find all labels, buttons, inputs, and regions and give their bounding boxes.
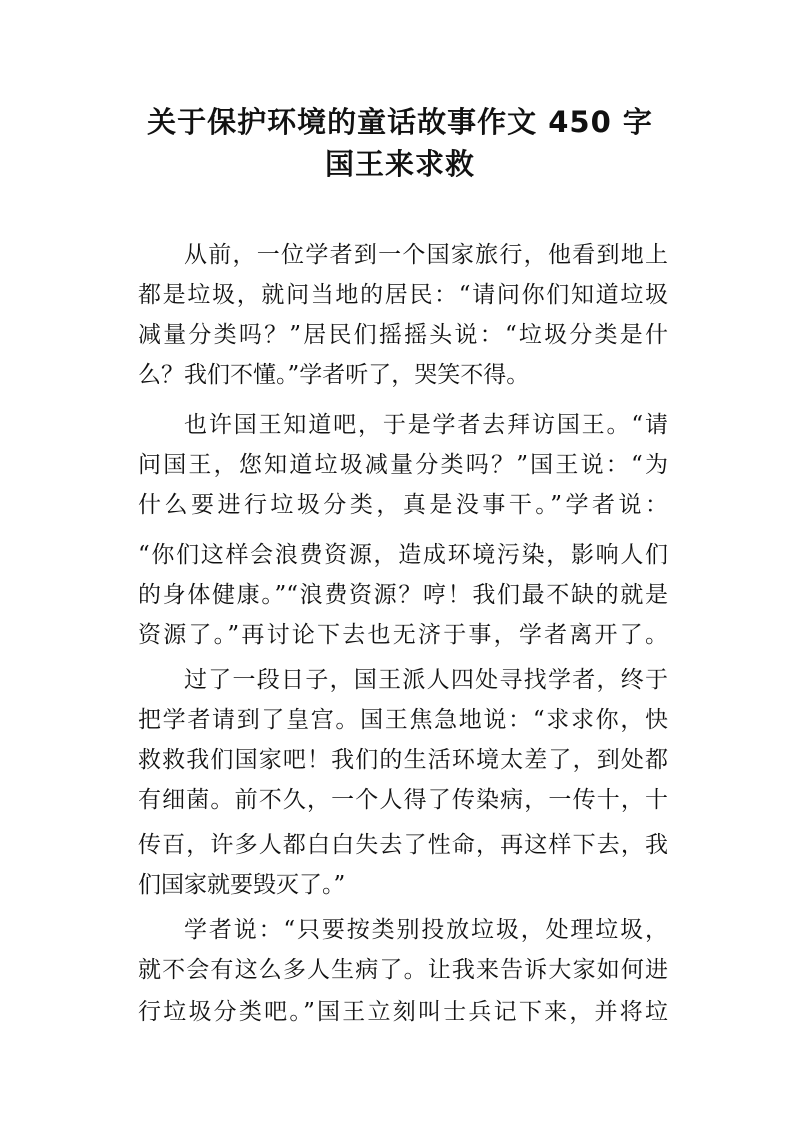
paragraph-line: “你们这样会浪费资源，造成环境污染，影响人们 bbox=[138, 542, 668, 568]
document-title: 关于保护环境的童话故事作文 450 字 bbox=[147, 105, 653, 139]
paragraph-line: 传百，许多人都白白失去了性命，再这样下去，我 bbox=[138, 832, 668, 858]
paragraph-line: 也许国王知道吧，于是学者去拜访国王。“请 bbox=[184, 412, 668, 438]
paragraph-line: 的身体健康。”“浪费资源？哼！我们最不缺的就是 bbox=[138, 582, 668, 608]
paragraph-line: 从前，一位学者到一个国家旅行，他看到地上 bbox=[184, 242, 668, 268]
paragraph-line: 救救我们国家吧！我们的生活环境太差了，到处都 bbox=[138, 747, 668, 773]
paragraph-line: 行垃圾分类吧。”国王立刻叫士兵记下来，并将垃 bbox=[138, 999, 668, 1025]
paragraph-line: 减量分类吗？”居民们摇摇头说：“垃圾分类是什 bbox=[138, 322, 668, 348]
paragraph-line: 过了一段日子，国王派人四处寻找学者，终于 bbox=[184, 667, 668, 693]
paragraph-line: 么？我们不懂。”学者听了，哭笑不得。 bbox=[138, 362, 530, 388]
document-subtitle: 国王来求救 bbox=[324, 147, 475, 181]
paragraph-line: 什么要进行垃圾分类，真是没事干。”学者说： bbox=[138, 492, 668, 518]
paragraph-line: 问国王，您知道垃圾减量分类吗？”国王说：“为 bbox=[138, 452, 668, 478]
paragraph-line: 都是垃圾，就问当地的居民：“请问你们知道垃圾 bbox=[138, 282, 668, 308]
paragraph-line: 就不会有这么多人生病了。让我来告诉大家如何进 bbox=[138, 957, 668, 983]
paragraph-line: 学者说：“只要按类别投放垃圾，处理垃圾， bbox=[184, 917, 668, 943]
paragraph-line: 资源了。”再讨论下去也无济于事，学者离开了。 bbox=[138, 622, 668, 648]
paragraph-line: 有细菌。前不久，一个人得了传染病，一传十，十 bbox=[138, 787, 668, 813]
paragraph-line: 们国家就要毁灭了。” bbox=[138, 872, 346, 898]
paragraph-line: 把学者请到了皇宫。国王焦急地说：“求求你，快 bbox=[138, 707, 668, 733]
